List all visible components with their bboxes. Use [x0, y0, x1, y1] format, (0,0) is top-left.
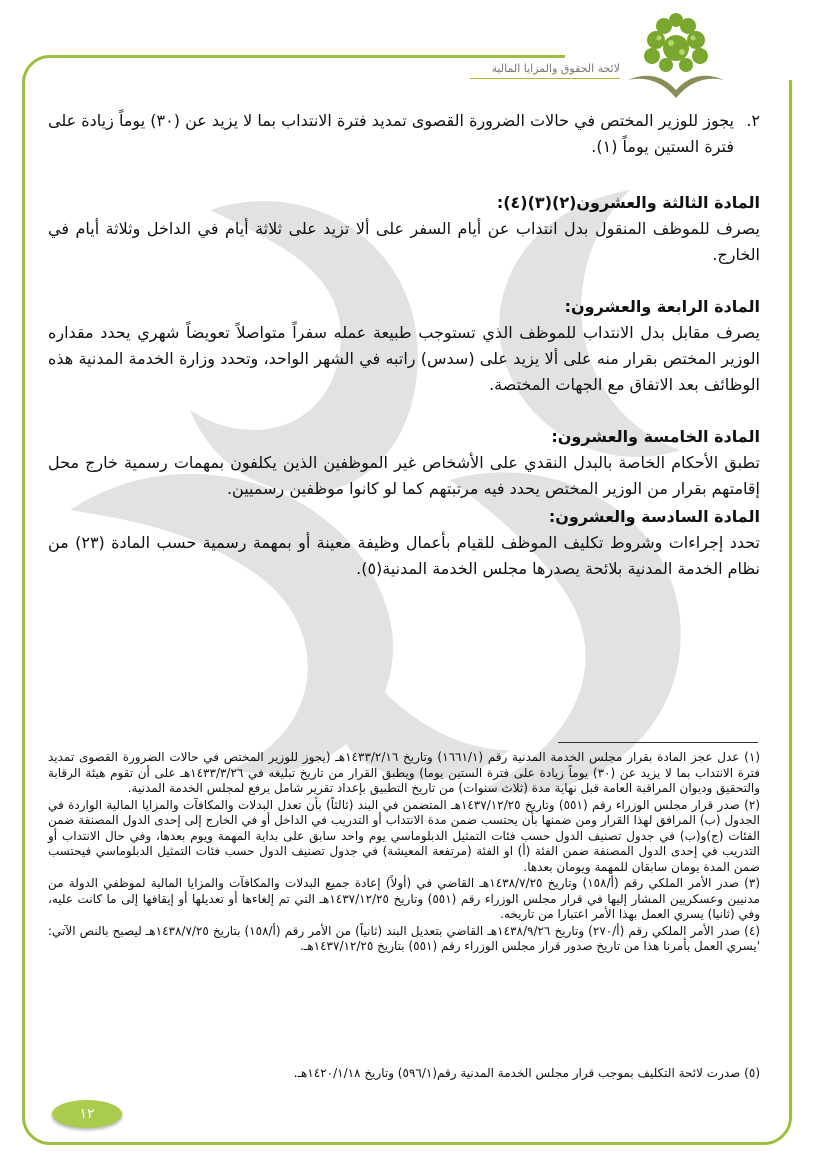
main-content [48, 108, 760, 582]
footnotes [48, 750, 760, 956]
logo-emblem-icon [626, 10, 726, 102]
item-text: يجوز للوزير المختص في حالات الضرورة القصوى تمديد فترة الانتداب بما لا يزيد عن (٣٠) يوماً زيادة على فترة الستين يوماً (١). [48, 111, 735, 156]
header-title: لائحة الحقوق والمزايا المالية [491, 62, 620, 75]
item-number: ٢. [746, 111, 760, 130]
page-number-badge: ١٢ [52, 1100, 122, 1128]
footnote-3: (٣) صدر الأمر الملكي رقم (أ/١٥٨) وتاريخ ١٤٣٨/٧/٢٥هـ القاضي في (أولاً) إعادة جميع البدلات والمكافآت والمزايا المالية لموظفي الدولة من مدنيين وعسكريين المشار إليها في قرار مجلس الوزراء رقم (٥٥١) وتاريخ ١٤٣٧/١٢/٢٥هـ التي تم إلغاءها أو تعديلها أو إيقافها إلى ما كانت عليه، وفي (ثانيا) يسري العمل بهذا الأمر اعتبارا من تاريخه. [48, 876, 761, 921]
article26-body: تحدد إجراءات وشروط تكليف الموظف للقيام بأعمال وظيفة معينة أو بمهمة رسمية حسب المادة (٢٣) من نظام الخدمة المدنية بلائحة يصدرها مجلس الخدمة المدنية(٥). [48, 533, 761, 578]
footnote-1: (١) عدل عجز المادة بقرار مجلس الخدمة المدنية رقم (١٦٦١/١) وتاريخ ١٤٣٣/٢/١٦هـ (يجوز للوزير المختص في حالات الضرورة القصوى تمديد فترة الانتداب بما لا يزيد عن (٣٠) يوماً زيادة على فترة الستين يوما) ويطبق القرار من تاريخ تبليغه في ١٤٣٣/٣/٢٦هـ على أن تقوم هيئة الرقابة والتحقيق وديوان المراقبة العامة قبل نهاية مدة (ثلاث سنوات) من تاريخ التطبيق بإعداد تقرير شامل يرفع لمجلس الخدمة المدنية. [48, 750, 760, 795]
footnote-2: (٢) صدر قرار مجلس الوزراء رقم (٥٥١) وتاريخ ١٤٣٧/١٢/٢٥هـ المتضمن في البند (ثالثاً) بأن تعدل البدلات والمكافآت والمزايا المالية الواردة في الجدول (ب) المرافق لهذا القرار ومن ضمنها بأن يحتسب ضمن مدة الانتداب أو التدريب في الداخل أو في الخارج إلى إحدى الدول المصنفة ضمن الفئات (ج)و(ب) في جدول تصنيف الدول حسب فئات التمثيل الدبلوماسي يوم واحد سابق على بداية المهمة ويوم بعدها، وفي حال الانتداب أو التدريب في إحدى الدول المصنفة ضمن الفئة (أ) او الفئة (مرتفعة المعيشة) في جدول تصنيف الدول حسب فئات التمثيل الدبلوماسي فيحتسب ضمن المدة يومان سابقان للمهمة ويومان بعدها. [48, 797, 760, 874]
footnote-5: (٥) صدرت لائحة التكليف بموجب قرار مجلس الخدمة المدنية رقم(٥٩٦/١) وتاريخ ١٤٢٠/١/١٨هـ. [293, 1066, 760, 1080]
article23-title: المادة الثالثة والعشرون(٢)(٣)(٤): [496, 193, 760, 212]
article23-body: يصرف للموظف المنقول بدل انتداب عن أيام السفر على ألا تزيد على ثلاثة أيام في الداخل وثلاثة أيام في الخارج. [48, 219, 760, 264]
article24-body: يصرف مقابل بدل الانتداب للموظف الذي تستوجب طبيعة عمله سفراً متواصلاً تعويضاً شهري يحدد مقداره الوزير المختص بقرار منه على ألا يزيد على (سدس) راتبه في الشهر الواحد، وتحدد وزارة الخدمة المدنية هذه الوظائف بعد الاتفاق مع الجهات المختصة. [48, 323, 760, 394]
article25-body: تطبق الأحكام الخاصة بالبدل النقدي على الأشخاص غير الموظفين الذين يكلفون بمهمات رسمية خارج محل إقامتهم بقرار من الوزير المختص يحدد فيه مرتبتهم كما لو كانوا موظفين رسميين. [48, 453, 760, 498]
footnote-4: (٤) صدر الأمر الملكي رقم (أ/٢٧٠) وتاريخ ١٤٣٨/٩/٢٦هـ القاضي بتعديل البند (ثانياً) من الأمر رقم (أ/١٥٨) بتاريخ ١٤٣٨/٧/٢٥هـ ليصبح بالنص الآتي: 'يسري العمل بأمرنا هذا من تاريخ صدور قرار مجلس الوزراء رقم (٥٥١) بتاريخ ١٤٣٧/١٢/٢٥هـ. [48, 923, 761, 953]
header-underline [470, 78, 620, 79]
article24-title: المادة الرابعة والعشرون: [564, 297, 760, 316]
article25-title: المادة الخامسة والعشرون: [551, 427, 760, 446]
footnote-separator [558, 742, 758, 743]
article26-title: المادة السادسة والعشرون: [548, 507, 760, 526]
article22-item2 [48, 108, 760, 160]
